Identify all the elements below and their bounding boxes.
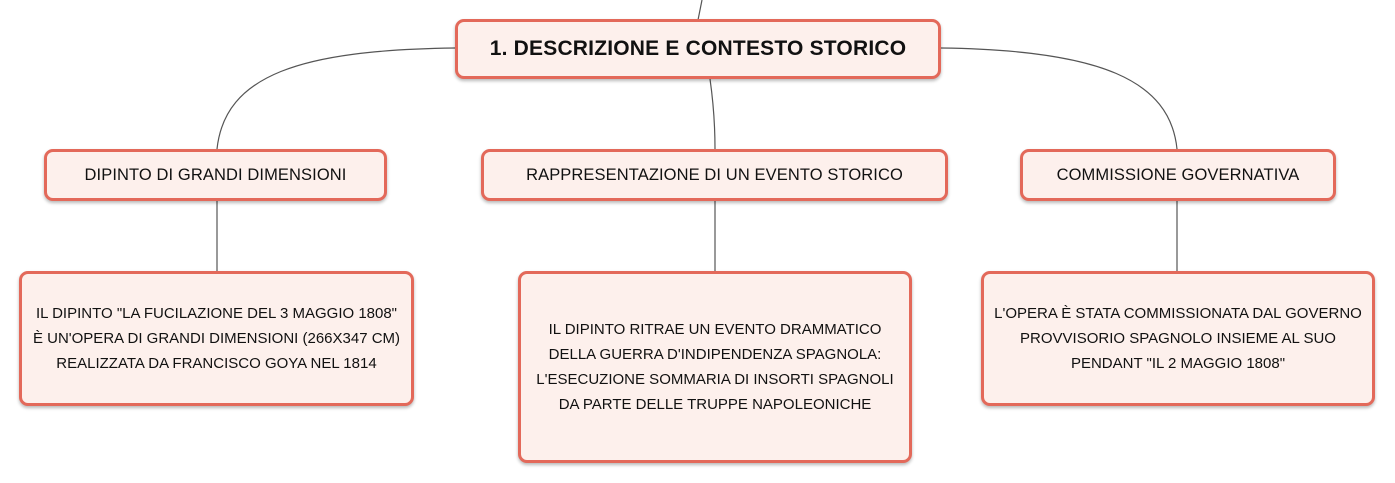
- connector-root-to-branch-1: [217, 48, 455, 149]
- branch-node-label: RAPPRESENTAZIONE DI UN EVENTO STORICO: [526, 165, 903, 184]
- branch-node-dimensions[interactable]: [44, 149, 387, 201]
- connector-root-to-branch-3: [941, 48, 1177, 149]
- branch-node-label: DIPINTO DI GRANDI DIMENSIONI: [84, 165, 347, 184]
- branch-node-historical-event[interactable]: [481, 149, 948, 201]
- connector-from-parent: [698, 0, 702, 20]
- detail-node-text: L'OPERA È STATA COMMISSIONATA DAL GOVERNO PROVVISORIO SPAGNOLO INSIEME AL SUO PENDANT "IL 2 MAGGIO 1808": [994, 305, 1362, 372]
- detail-node-text: IL DIPINTO "LA FUCILAZIONE DEL 3 MAGGIO 1808" È UN'OPERA DI GRANDI DIMENSIONI (266X347 CM) REALIZZATA DA FRANCISCO GOYA NEL 1814: [32, 305, 401, 372]
- detail-node-historical-event[interactable]: [518, 271, 912, 463]
- root-node-label: 1. DESCRIZIONE E CONTESTO STORICO: [489, 37, 907, 60]
- root-node[interactable]: [455, 19, 941, 79]
- detail-node-dimensions[interactable]: [19, 271, 414, 406]
- detail-node-government-commission[interactable]: [981, 271, 1375, 406]
- detail-node-text: IL DIPINTO RITRAE UN EVENTO DRAMMATICO DELLA GUERRA D'INDIPENDENZA SPAGNOLA: L'ESECUZIONE SOMMARIA DI INSORTI SPAGNOLI DA PARTE DELLE TRUPPE NAPOLEONICHE: [536, 321, 894, 413]
- branch-node-label: COMMISSIONE GOVERNATIVA: [1056, 165, 1300, 184]
- connector-root-to-branch-2: [710, 79, 715, 149]
- branch-node-government-commission[interactable]: [1020, 149, 1336, 201]
